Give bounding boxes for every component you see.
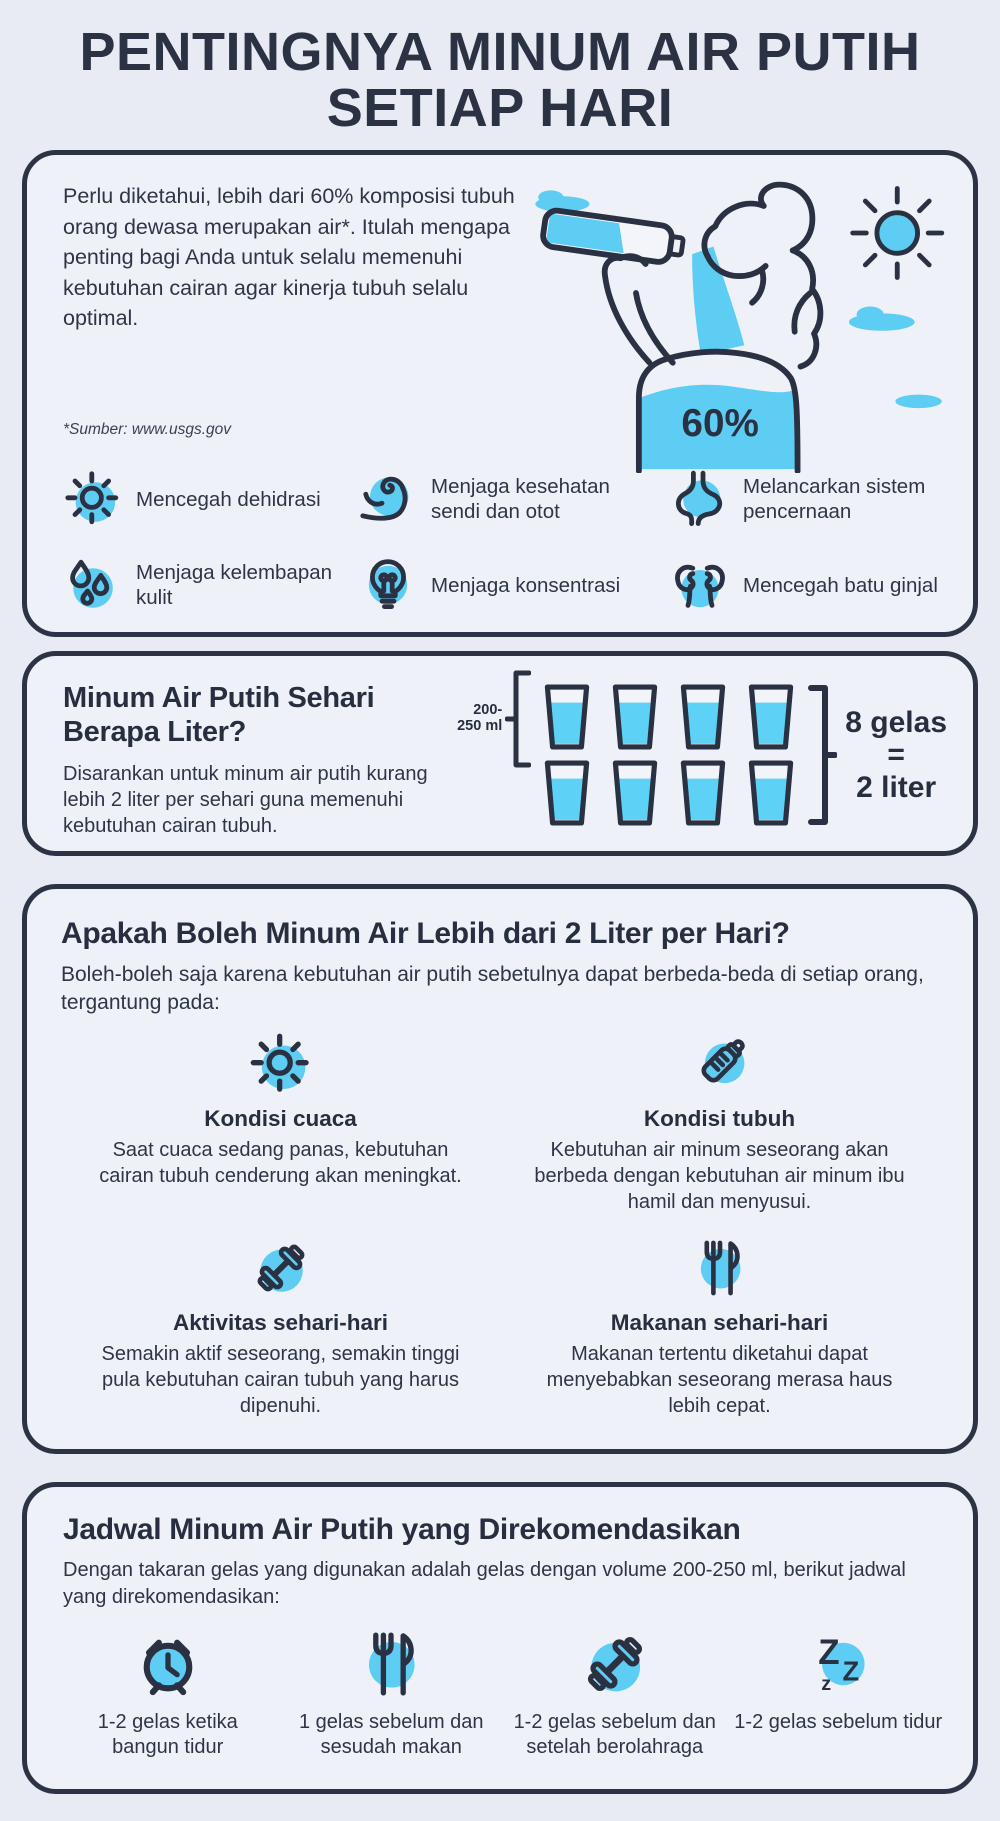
schedule-heading: Jadwal Minum Air Putih yang Direkomendasikan bbox=[63, 1513, 741, 1547]
factor-body: Makanan tertentu diketahui dapat menyebabkan seseorang merasa haus lebih cepat. bbox=[546, 1342, 893, 1417]
schedule-item bbox=[63, 1626, 273, 1761]
sleep-zzz-icon bbox=[800, 1626, 876, 1702]
page-title bbox=[0, 0, 1000, 139]
intro-hero bbox=[63, 181, 945, 446]
sun-icon bbox=[248, 1031, 314, 1097]
factor-title: Kondisi cuaca bbox=[204, 1105, 357, 1131]
stomach-icon bbox=[670, 469, 730, 529]
source-note: *Sumber: www.usgs.gov bbox=[63, 421, 231, 439]
left-bracket bbox=[505, 667, 531, 771]
body-water-percent: 60% bbox=[681, 402, 759, 446]
svg-text:Z: Z bbox=[818, 1632, 840, 1672]
benefit-label: Mencegah batu ginjal bbox=[743, 573, 938, 597]
factor-body: Kebutuhan air minum seseorang akan berbeda dengan kebutuhan air minum ibu hamil dan menyusui. bbox=[534, 1138, 905, 1213]
factor-item bbox=[61, 1031, 500, 1215]
dumbbell-icon bbox=[577, 1626, 653, 1702]
benefit-label: Melancarkan sistem pencernaan bbox=[743, 474, 926, 524]
benefit-item bbox=[63, 469, 358, 529]
lightbulb-icon bbox=[358, 555, 418, 615]
benefit-item bbox=[63, 555, 358, 615]
schedule-item bbox=[510, 1626, 720, 1761]
liters-card bbox=[22, 651, 978, 856]
schedule-label: 1 gelas sebelum dan sesudah makan bbox=[298, 1710, 484, 1759]
factor-grid bbox=[61, 1031, 939, 1419]
sun-icon bbox=[63, 469, 123, 529]
factor-item bbox=[61, 1235, 500, 1419]
benefit-label: Menjaga kesehatan sendi dan otot bbox=[431, 474, 610, 524]
schedule-intro: Dengan takaran gelas yang digunakan adalah gelas dengan volume 200-250 ml, berikut jadwal yang direkomendasikan: bbox=[63, 1559, 906, 1608]
intro-card bbox=[22, 150, 978, 637]
water-glass-icon bbox=[607, 684, 663, 750]
factors-intro: Boleh-boleh saja karena kebutuhan air putih sebetulnya dapat berbeda-beda di setiap orang, tergantung pada: bbox=[61, 963, 924, 1014]
page-title-line1: PENTINGNYA MINUM AIR PUTIH bbox=[79, 22, 921, 82]
schedule-label: 1-2 gelas sebelum tidur bbox=[734, 1710, 943, 1733]
woman-arm-outline bbox=[605, 257, 673, 363]
glass-grid bbox=[539, 684, 799, 826]
benefit-item bbox=[358, 469, 670, 529]
water-glass-icon bbox=[743, 760, 799, 826]
glasses-equation: 8 gelas = 2 liter bbox=[845, 705, 947, 804]
kidneys-icon bbox=[670, 555, 730, 615]
svg-text:z: z bbox=[821, 1672, 832, 1695]
factor-body: Semakin aktif seseorang, semakin tinggi pula kebutuhan cairan tubuh yang harus dipenuhi. bbox=[101, 1342, 460, 1417]
benefit-item bbox=[670, 469, 945, 529]
benefit-item bbox=[670, 555, 945, 615]
factor-body: Saat cuaca sedang panas, kebutuhan cairan tubuh cenderung akan meningkat. bbox=[99, 1138, 462, 1187]
schedule-card bbox=[22, 1482, 978, 1794]
factor-title: Aktivitas sehari-hari bbox=[172, 1309, 389, 1335]
water-glass-icon bbox=[539, 684, 595, 750]
glass-volume-label: 200- 250 ml bbox=[457, 702, 503, 735]
benefit-item bbox=[358, 555, 670, 615]
schedule-label: 1-2 gelas ketika bangun tidur bbox=[97, 1710, 238, 1759]
svg-text:Z: Z bbox=[842, 1655, 860, 1687]
baby-bottle-icon bbox=[687, 1031, 753, 1097]
page-title-line2: SETIAP HARI bbox=[326, 78, 674, 139]
dumbbell-icon bbox=[248, 1235, 314, 1301]
water-glass-icon bbox=[675, 684, 731, 750]
right-bracket bbox=[807, 684, 837, 826]
water-glass-icon bbox=[675, 760, 731, 826]
water-glass-icon bbox=[743, 684, 799, 750]
water-glass-icon bbox=[607, 760, 663, 826]
woman-drinking-illustration bbox=[499, 173, 951, 473]
schedule-item bbox=[734, 1626, 944, 1761]
glasses-diagram bbox=[457, 682, 947, 829]
factor-title: Makanan sehari-hari bbox=[610, 1309, 829, 1335]
schedule-label: 1-2 gelas sebelum dan setelah berolahraga bbox=[513, 1710, 716, 1759]
water-drops-icon bbox=[63, 555, 123, 615]
liters-heading: Minum Air Putih Sehari Berapa Liter? bbox=[63, 682, 375, 748]
alarm-clock-icon bbox=[130, 1626, 206, 1702]
cutlery-icon bbox=[353, 1626, 429, 1702]
schedule-item bbox=[287, 1626, 497, 1761]
sun-icon bbox=[853, 189, 942, 278]
muscle-icon bbox=[358, 469, 418, 529]
factor-item bbox=[500, 1031, 939, 1215]
benefits-grid bbox=[63, 469, 945, 615]
benefit-label: Menjaga konsentrasi bbox=[431, 573, 621, 597]
water-glass-icon bbox=[539, 760, 595, 826]
cutlery-icon bbox=[687, 1235, 753, 1301]
liters-body: Disarankan untuk minum air putih kurang lebih 2 liter per sehari guna memenuhi kebutuhan cairan tubuh. bbox=[63, 762, 428, 837]
benefit-label: Menjaga kelembapan kulit bbox=[136, 560, 333, 610]
schedule-row bbox=[63, 1626, 943, 1761]
factors-card bbox=[22, 884, 978, 1454]
factors-heading: Apakah Boleh Minum Air Lebih dari 2 Liter per Hari? bbox=[61, 917, 790, 951]
factor-item bbox=[500, 1235, 939, 1419]
intro-paragraph: Perlu diketahui, lebih dari 60% komposisi tubuh orang dewasa merupakan air*. Itulah mengapa penting bagi Anda untuk selalu memenuhi kebutuhan cairan agar kinerja tubuh selalu optimal. bbox=[63, 184, 515, 331]
benefit-label: Mencegah dehidrasi bbox=[136, 487, 321, 511]
factor-title: Kondisi tubuh bbox=[643, 1105, 796, 1131]
